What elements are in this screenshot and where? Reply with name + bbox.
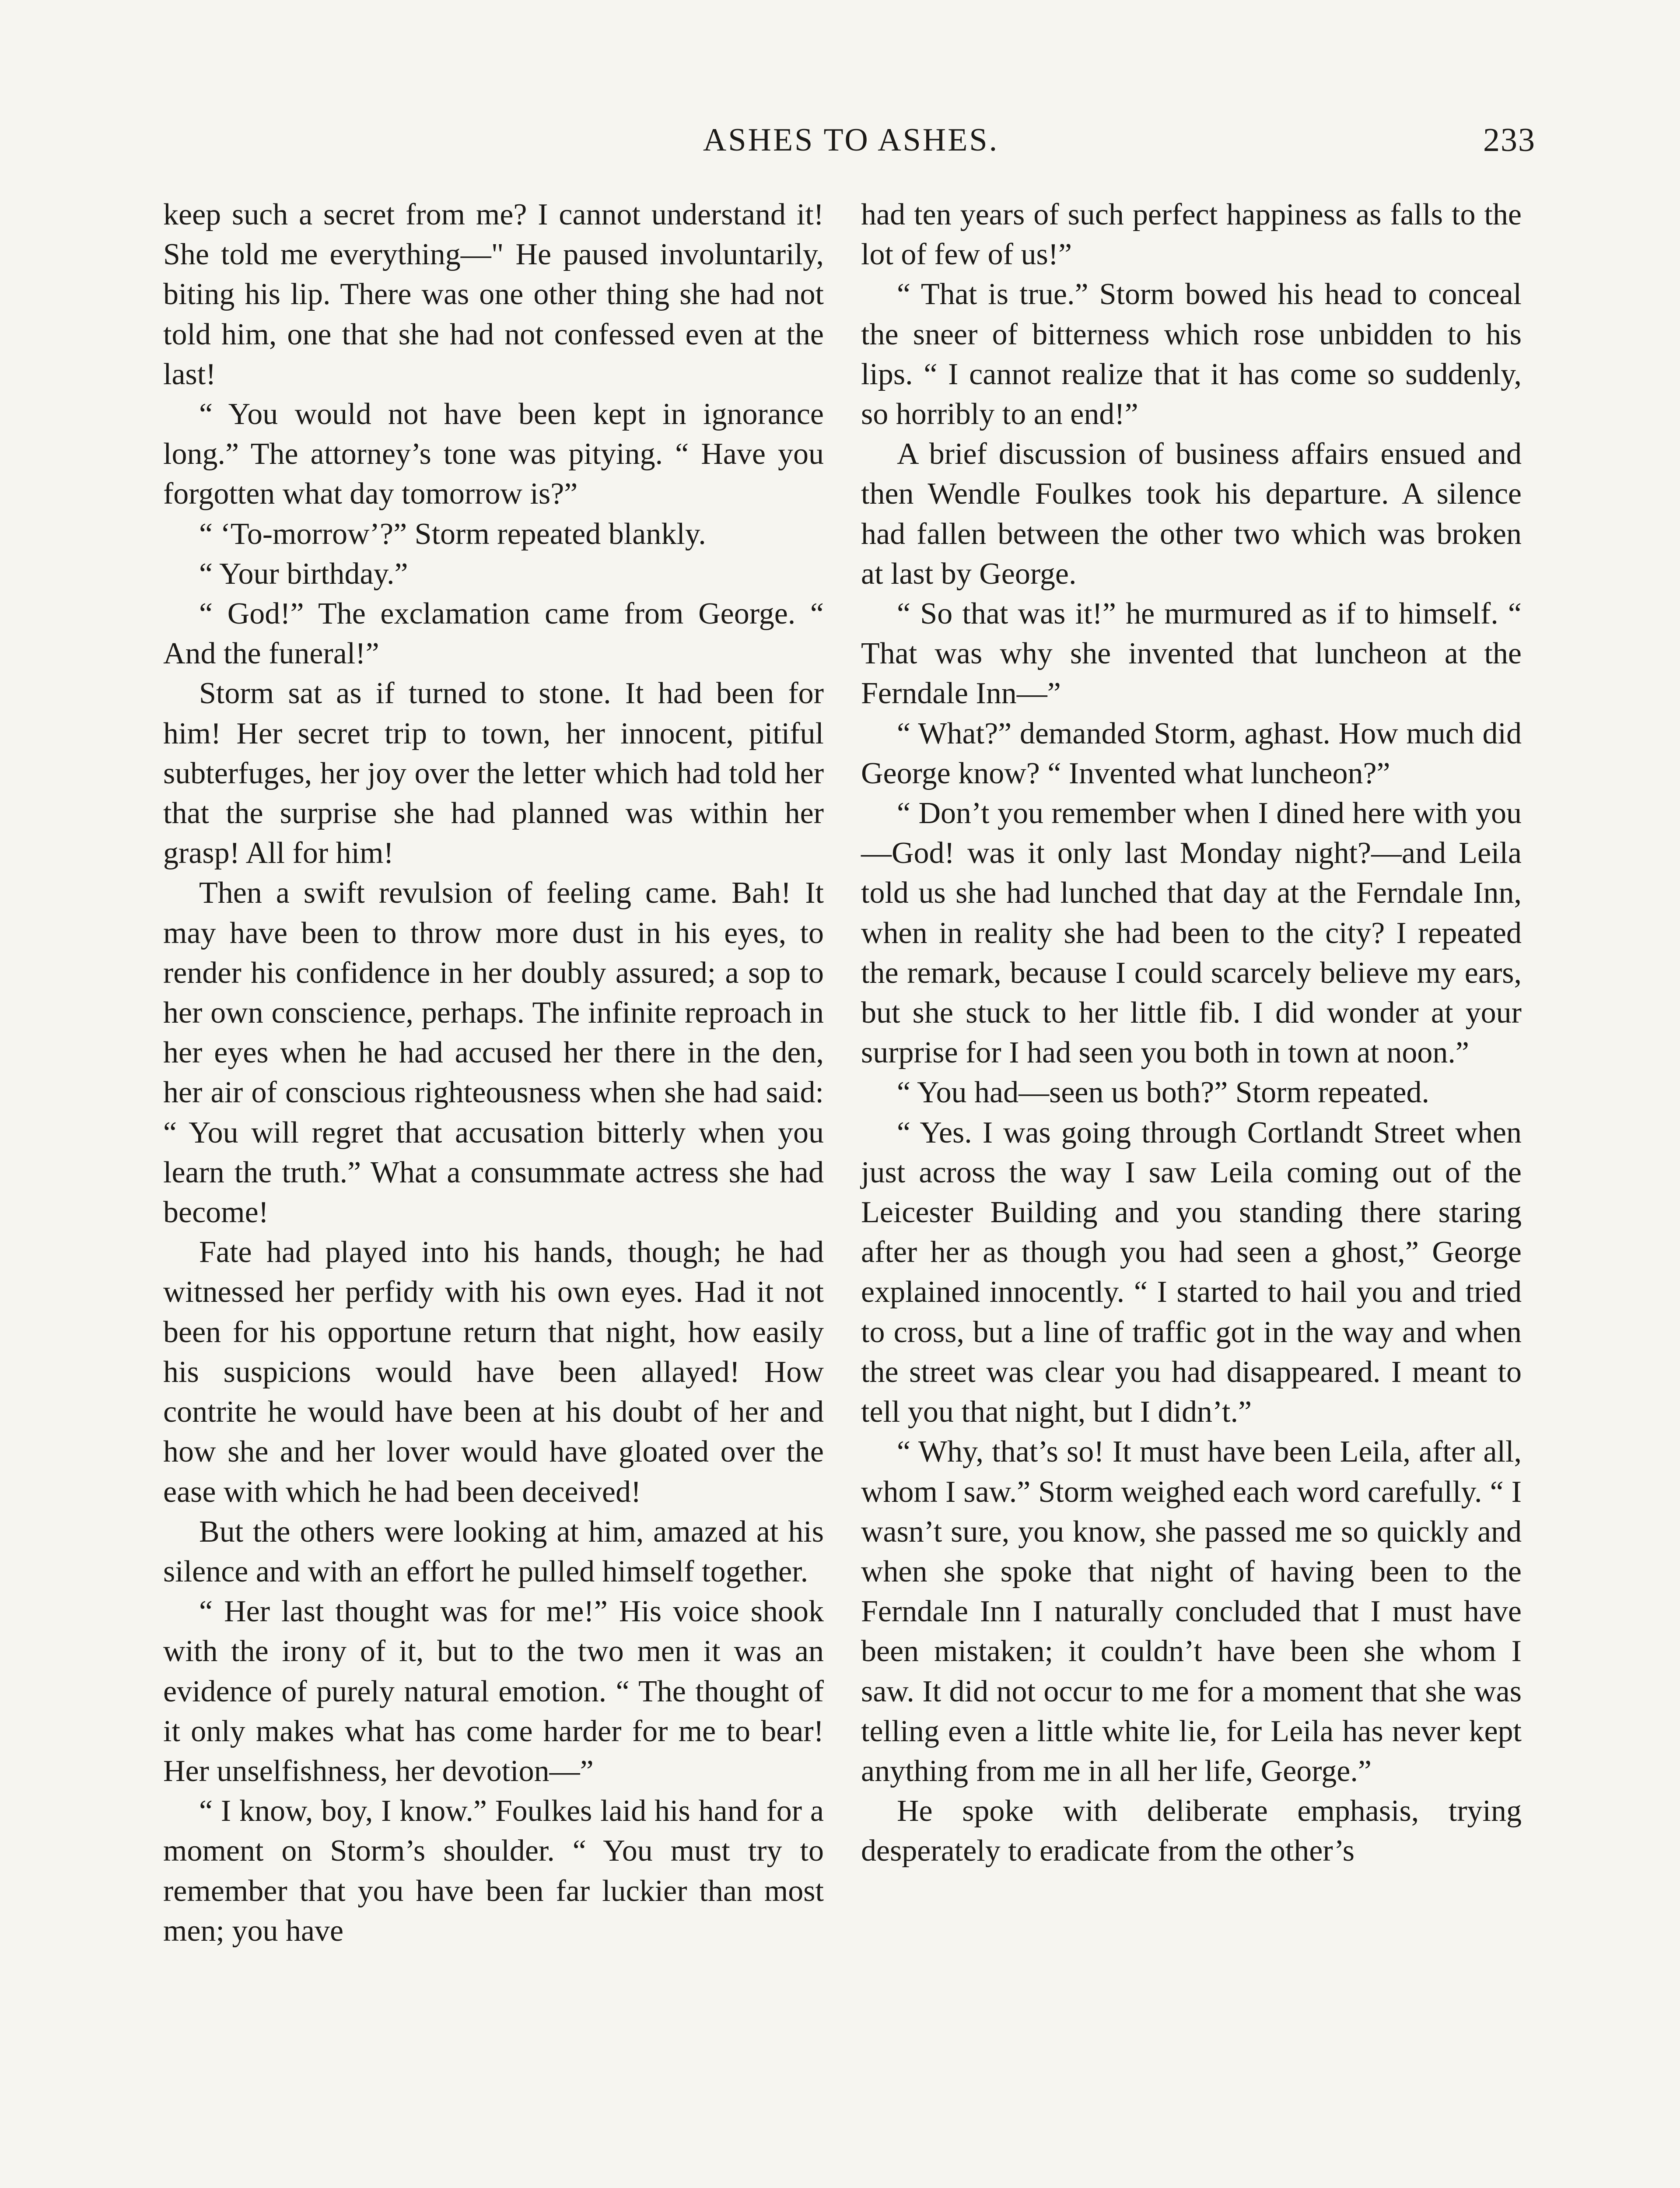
paragraph: “ Your birthday.” bbox=[199, 557, 408, 591]
paragraph: “ Yes. I was going through Cortlandt Street when just across the way I saw Leila coming out of the Leicester Building and you standing there staring after her as though you had seen a ghost,” George explained innocently. “ I started to hail you and tried to cross, but a line of traffic got in the way and when the street was clear you had disappeared. I meant to tell you that night, but I didn’t.” bbox=[861, 1115, 1522, 1429]
paragraph: “ That is true.” Storm bowed his head to conceal the sneer of bitterness which rose unbidden to his lips. “ I cannot realize that it has come so suddenly, so horribly to an end!” bbox=[861, 277, 1522, 431]
paragraph: Then a swift revulsion of feeling came. Bah! It may have been to throw more dust in his eyes, to render his confidence in her doubly assured; a sop to her own conscience, perhaps. The infinite reproach in her eyes when he had accused her there in the den, her air of conscious righteousness when she had said: “ You will regret that accusation bitterly when you learn the truth.” What a consummate actress she had become! bbox=[163, 876, 824, 1230]
paragraph: keep such a secret from me? I cannot understand it! She told me everything—" He paused involuntarily, biting his lip. There was one other thing she had not told him, one that she had not confessed even at the last! bbox=[163, 198, 824, 391]
text-column-left bbox=[163, 195, 824, 2188]
paragraph: had ten years of such perfect happiness as falls to the lot of few of us!” bbox=[861, 198, 1522, 272]
paragraph: “ You had—seen us both?” Storm repeated. bbox=[897, 1076, 1429, 1110]
paragraph: “ Why, that’s so! It must have been Leila, after all, whom I saw.” Storm weighed each word carefully. “ I wasn’t sure, you know, she passed me so quickly and when she spoke that night of having been to the Ferndale Inn I naturally concluded that I must have been mistaken; it couldn’t have been she whom I saw. It did not occur to me for a moment that she was telling even a little white lie, for Leila has never kept anything from me in all her life, George.” bbox=[861, 1435, 1522, 1788]
paragraph: “ ‘To-morrow’?” Storm repeated blankly. bbox=[199, 517, 706, 551]
paragraph: “ Don’t you remember when I dined here with you—God! was it only last Monday night?—and Leila told us she had lunched that day at the Ferndale Inn, when in reality she had been to the city? I repeated the remark, because I could scarcely believe my ears, but she stuck to her little fib. I did wonder at your surprise for I had seen you both in town at noon.” bbox=[861, 796, 1522, 1070]
paragraph: “ You would not have been kept in ignorance long.” The attorney’s tone was pitying. “ Have you forgotten what day tomorrow is?” bbox=[163, 397, 824, 511]
running-head bbox=[0, 109, 1680, 162]
paragraph: “ Her last thought was for me!” His voice shook with the irony of it, but to the two men it was an evidence of purely natural emotion. “ The thought of it only makes what has come harder for me to bear! Her unselfishness, her devotion—” bbox=[163, 1595, 824, 1788]
paragraph: “ What?” demanded Storm, aghast. How much did George know? “ Invented what luncheon?” bbox=[861, 716, 1522, 790]
paragraph: “ I know, boy, I know.” Foulkes laid his hand for a moment on Storm’s shoulder. “ You must try to remember that you have been far luckier than most men; you have bbox=[163, 1794, 824, 1948]
paragraph: “ So that was it!” he murmured as if to himself. “ That was why she invented that luncheon at the Ferndale Inn—” bbox=[861, 597, 1522, 711]
running-title: ASHES TO ASHES. bbox=[703, 122, 999, 158]
paragraph: Storm sat as if turned to stone. It had been for him! Her secret trip to town, her innocent, pitiful subterfuges, her joy over the letter which had told her that the surprise she had planned was within her grasp! All for him! bbox=[163, 677, 824, 870]
paragraph: But the others were looking at him, amazed at his silence and with an effort he pulled himself together. bbox=[163, 1515, 824, 1588]
page-number: 233 bbox=[1483, 122, 1536, 158]
paragraph: He spoke with deliberate emphasis, trying desperately to eradicate from the other’s bbox=[861, 1794, 1522, 1868]
text-column-right bbox=[861, 195, 1522, 2188]
paragraph: Fate had played into his hands, though; he had witnessed her perfidy with his own eyes. Had it not been for his opportune return that night, how easily his suspicions would have been allayed! How contrite he would have been at his doubt of her and how she and her lover would have gloated over the ease with which he had been deceived! bbox=[163, 1235, 824, 1509]
paragraph: A brief discussion of business affairs ensued and then Wendle Foulkes took his departure. A silence had fallen between the other two which was broken at last by George. bbox=[861, 437, 1522, 591]
paragraph: “ God!” The exclamation came from George. “ And the funeral!” bbox=[163, 597, 824, 671]
